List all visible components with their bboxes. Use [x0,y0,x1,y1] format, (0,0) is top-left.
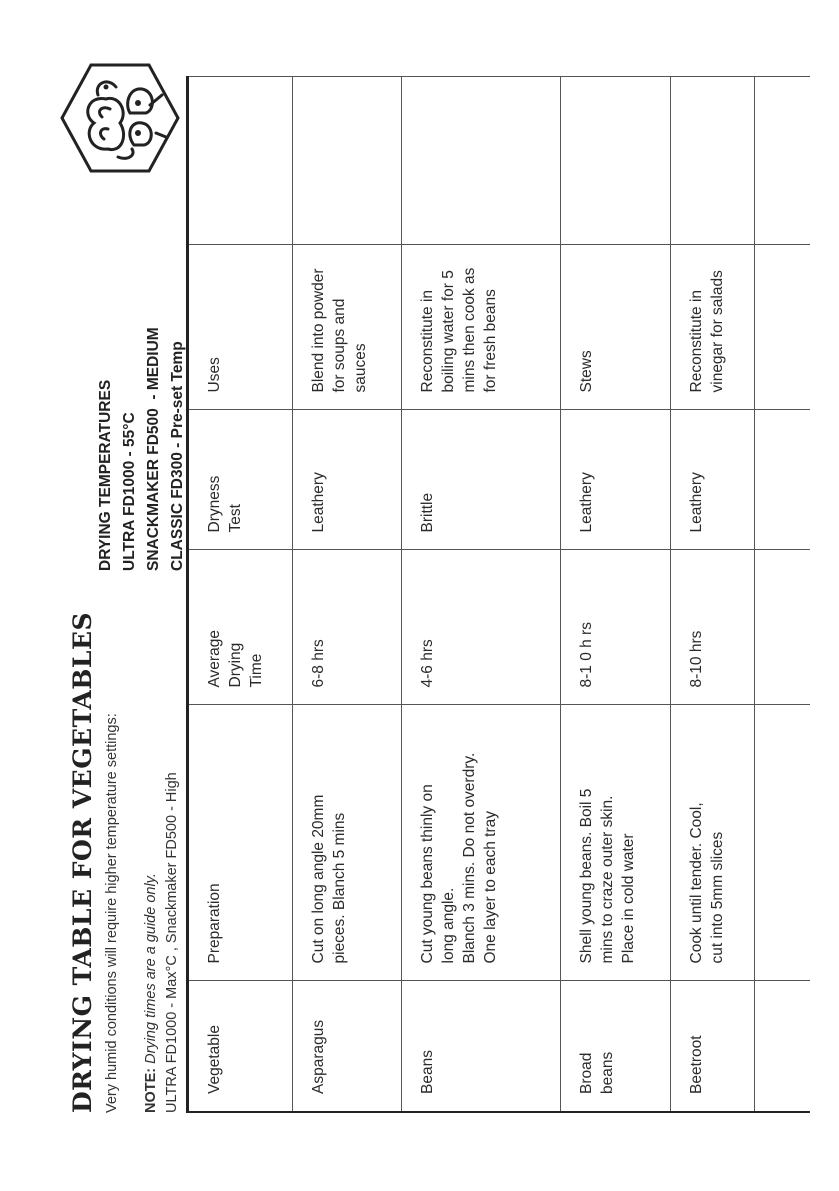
cell-preparation [755,705,811,981]
note-text: Drying times are a guide only. [143,873,159,1064]
cell-preparation: Cook until tender. Cool, cut into 5mm slices [671,705,755,981]
cell-vegetable: Beetroot [671,981,755,1112]
cell-dryness-test [755,410,811,550]
cell-preparation: Shell young beans. Boil 5 mins to craze outer skin. Place in cold water [561,705,671,981]
header-preparation: Preparation [188,705,293,981]
temperature-line-snackmaker: SNACKMAKER FD500 - MEDIUM [145,327,162,571]
cell-blank [671,77,755,245]
drying-table [186,77,810,1114]
cell-drying-time: 8-1 0 h rs [561,550,671,705]
model-settings-line: ULTRA FD1000 - Max°C , Snackmaker FD500 - High [164,772,180,1113]
table-header-row [188,77,293,1112]
cell-dryness-test: Leathery [561,410,671,550]
temperature-line-classic: CLASSIC FD300 - Pre-set Temp [169,341,186,571]
cell-uses: Blend into powder for soups and sauces [293,245,402,410]
cell-blank [402,77,561,245]
cell-vegetable: Broad beans [561,981,671,1112]
cell-blank [561,77,671,245]
cell-drying-time: 6-8 hrs [293,550,402,705]
vegetables-logo-icon [58,57,182,179]
header-dryness-test: Dryness Test [188,410,293,550]
table-row [402,77,561,1112]
table-row [561,77,671,1112]
cell-blank [755,77,811,245]
cell-dryness-test: Leathery [671,410,755,550]
header-blank [188,77,293,245]
cell-uses [755,245,811,410]
cell-uses: Reconstitute in boiling water for 5 mins then cook as for fresh beans [402,245,561,410]
note-label: NOTE: [143,1067,159,1113]
cell-preparation: Cut young beans thinly on long angle. Blanch 3 mins. Do not overdry. One layer to each tray [402,705,561,981]
cell-preparation: Cut on long angle 20mm pieces. Blanch 5 mins [293,705,402,981]
cell-blank [293,77,402,245]
cell-vegetable: Asparagus [293,981,402,1112]
cell-drying-time: 8-10 hrs [671,550,755,705]
table-row [671,77,755,1112]
header-uses: Uses [188,245,293,410]
table-row [755,77,811,1112]
table-row [293,77,402,1112]
temperatures-heading: DRYING TEMPERATURES [97,379,114,571]
cell-drying-time: 4-6 hrs [402,550,561,705]
cell-vegetable: Beans [402,981,561,1112]
cell-vegetable [755,981,811,1112]
humidity-note: Very humid conditions will require higher temperature settings: [104,713,120,1113]
header-vegetable: Vegetable [188,981,293,1112]
cell-dryness-test: Brittle [402,410,561,550]
cell-uses: Reconstitute in vinegar for salads [671,245,755,410]
temperature-line-ultra: ULTRA FD1000 - 55°C [121,412,138,571]
header-average-drying-time: Average Drying Time [188,550,293,705]
drying-temperatures-block [94,327,190,571]
cell-drying-time [755,550,811,705]
guide-note [143,873,159,1113]
cell-uses: Stews [561,245,671,410]
page-title: DRYING TABLE FOR VEGETABLES [68,611,97,1113]
cell-dryness-test: Leathery [293,410,402,550]
